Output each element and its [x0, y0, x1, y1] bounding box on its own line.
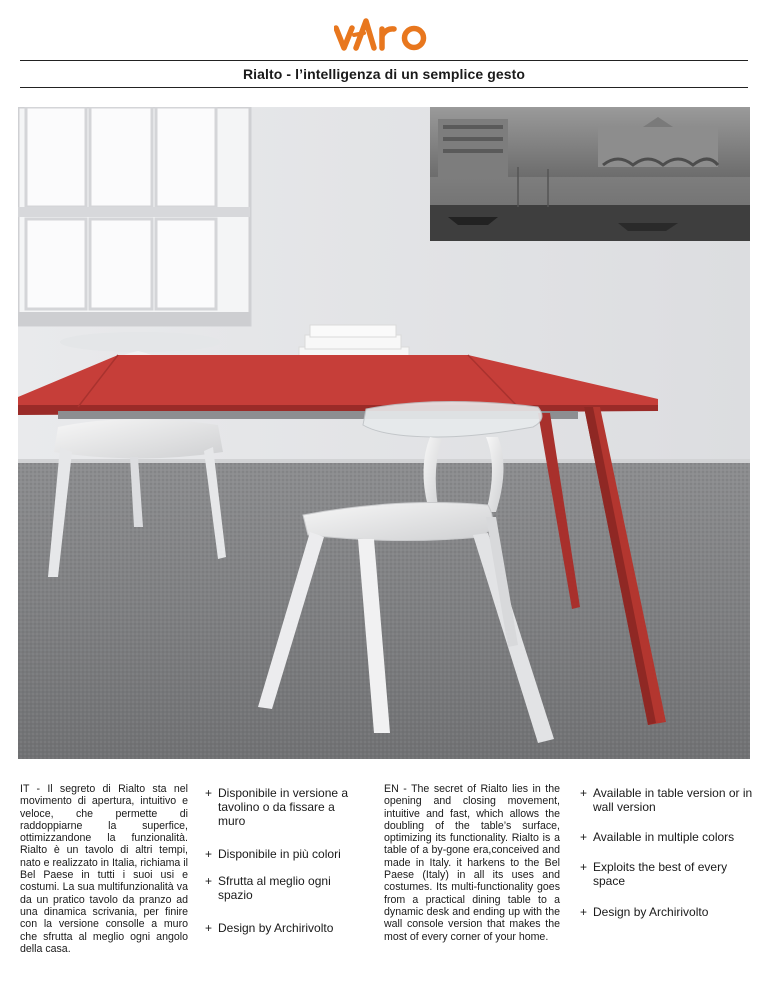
italian-feature-list — [205, 786, 365, 950]
italian-paragraph: IT - Il segreto di Rialto sta nel movimento di apertura, intuitivo e veloce, che permette di raddoppiarne la superfice, ottimizzandone la funzionalità. Rialto è un tavolo di altri tempi, nato e realizzato in Italia, richiama il Bel Paese in tutti i suoi usi e costumi. La sua multifunzionalità va da un pratico tavolo da pranzo ad una dinamica scrivania, per finire con la versione consolle a muro che sfrutta al meglio ogni angolo della casa. — [20, 783, 188, 955]
plus-icon: + — [580, 860, 588, 874]
product-photo — [18, 107, 750, 759]
feature-text: Exploits the best of every space — [593, 860, 728, 888]
feature-text: Design by Archirivolto — [218, 921, 334, 935]
varo-logo-icon — [334, 18, 434, 54]
window — [18, 107, 250, 326]
list-item — [205, 847, 365, 861]
plus-icon: + — [580, 830, 588, 844]
plus-icon: + — [580, 905, 588, 919]
plus-icon: + — [205, 786, 213, 800]
list-item — [580, 786, 755, 814]
plus-icon: + — [205, 874, 213, 888]
header-rule-top — [20, 60, 748, 61]
feature-text: Available in multiple colors — [593, 830, 735, 844]
plus-icon: + — [580, 786, 588, 800]
feature-text: Disponibile in versione a tavolino o da fissare a muro — [218, 786, 349, 828]
header-rule-bottom — [20, 87, 748, 88]
list-item — [580, 905, 755, 919]
wall-artwork — [430, 107, 750, 241]
list-item — [205, 786, 365, 828]
feature-text: Sfrutta al meglio ogni spazio — [218, 874, 331, 902]
list-item — [205, 921, 365, 935]
english-description — [384, 783, 560, 943]
plus-icon: + — [205, 921, 213, 935]
english-paragraph: EN - The secret of Rialto lies in the opening and closing movement, intuitive and fast, which allows the doubling of the table’s surface, optimizing its functionality. Rialto is a table of a by-gone era,conceived and made in Italy. it harkens to the Bel Paese (Italy) in all its uses and costumes. Its multi-functionality goes from a practical dining table to a dynamic desk and ending up with the wall console version that makes the most of every corner of your home. — [384, 783, 560, 943]
list-item — [205, 874, 365, 902]
feature-text: Design by Archirivolto — [593, 905, 709, 919]
feature-text: Disponibile in più colori — [218, 847, 341, 861]
list-item — [580, 830, 755, 844]
plus-icon: + — [205, 847, 213, 861]
feature-text: Available in table version or in wall version — [593, 786, 753, 814]
english-feature-list — [580, 786, 755, 934]
page-title: Rialto - l’intelligenza di un semplice gesto — [242, 66, 526, 82]
list-item — [580, 860, 755, 888]
italian-description — [20, 783, 188, 955]
brand-logo — [0, 18, 768, 58]
